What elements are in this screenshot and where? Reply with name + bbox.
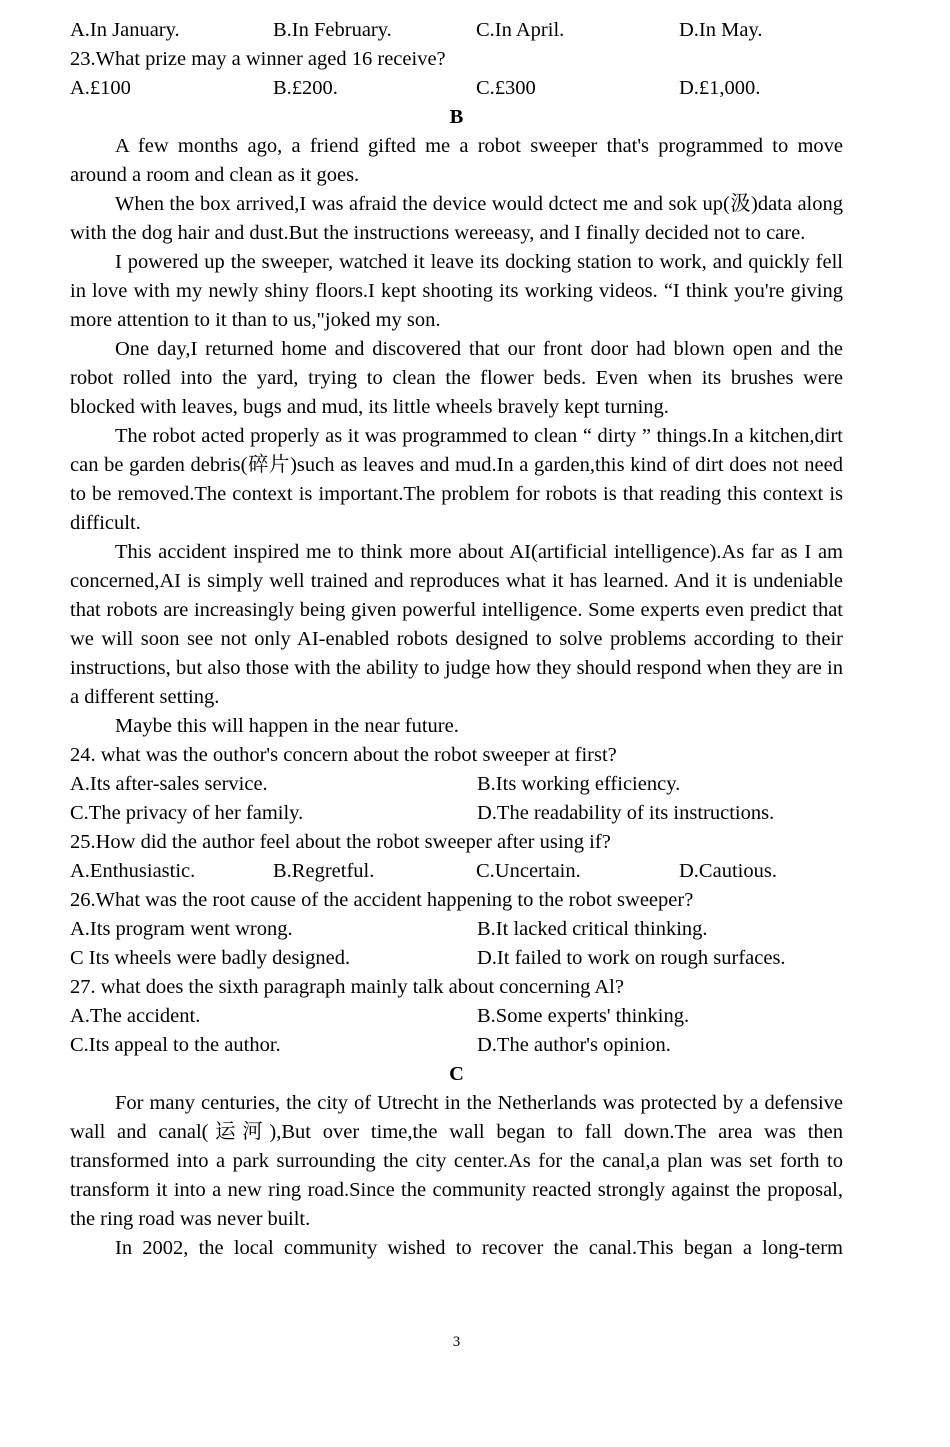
q27-question: 27. what does the sixth paragraph mainly talk about concerning Al? [70,976,624,998]
passage-b-paragraph-5: The robot acted properly as it was programmed to clean “ dirty ” things.In a kitchen,dirt can be garden debris(碎片)such as leaves and mud.In a garden,this kind of dirt does not need to be removed.The context is important.The problem for robots is that reading this context is difficult. [70,425,843,534]
exam-page [70,16,843,1263]
q27-option-c: C.Its appeal to the author. [70,1034,281,1056]
q26-question: 26.What was the root cause of the accident happening to the robot sweeper? [70,889,694,911]
passage-b-paragraph-1: A few months ago, a friend gifted me a robot sweeper that's programmed to move around a room and clean as it goes. [70,135,843,186]
q23-question: 23.What prize may a winner aged 16 receive? [70,48,446,70]
section-b-heading: B [449,106,464,128]
page-number: 3 [452,1334,461,1350]
q23-options [70,74,843,103]
passage-b-paragraph-4: One day,I returned home and discovered that our front door had blown open and the robot rolled into the yard, trying to clean the flower beds. Even when its brushes were blocked with leaves, bugs and mud, its little wheels bravely kept turning. [70,338,843,418]
q23-option-c: C.£300 [476,77,536,99]
passage-b-paragraph-2: When the box arrived,I was afraid the device would dctect me and sok up(汲)data along with the dog hair and dust.But the instructions wereeasy, and I finally decided not to care. [70,193,843,244]
passage-b-paragraph-3: I powered up the sweeper, watched it leave its docking station to work, and quickly fell in love with my newly shiny floors.I kept shooting its working videos. “I think you're giving more attention to it than to us,"joked my son. [70,251,843,331]
q22-option-b: B.In February. [273,19,392,41]
q24-question: 24. what was the outhor's concern about the robot sweeper at first? [70,744,617,766]
q25-option-c: C.Uncertain. [476,860,581,882]
section-c-heading: C [449,1063,464,1085]
q23-option-d: D.£1,000. [679,77,761,99]
q26-option-b: B.It lacked critical thinking. [477,918,708,940]
q26-option-a: A.Its program went wrong. [70,918,293,940]
q26-options-row-1 [70,915,843,944]
q25-option-d: D.Cautious. [679,860,777,882]
q22-option-d: D.In May. [679,19,763,41]
q26-options-row-2 [70,944,843,973]
q22-option-a: A.In January. [70,19,180,41]
q27-options-row-2 [70,1031,843,1060]
passage-c-paragraph-2: In 2002, the local community wished to recover the canal.This began a long-term [115,1237,843,1259]
q24-option-d: D.The readability of its instructions. [477,802,775,824]
passage-b-paragraph-7: Maybe this will happen in the near future. [115,715,459,737]
q27-option-d: D.The author's opinion. [477,1034,671,1056]
q25-options [70,857,843,886]
q27-option-a: A.The accident. [70,1005,201,1027]
q23-option-b: B.£200. [273,77,338,99]
q25-option-a: A.Enthusiastic. [70,860,196,882]
passage-b-paragraph-6: This accident inspired me to think more about AI(artificial intelligence).As far as I am concerned,AI is simply well trained and reproduces what it has learned. And it is undeniable that robots are increasingly being given powerful intelligence. Some experts even predict that we will soon see not only AI-enabled robots designed to solve problems according to their instructions, but also those with the ability to judge how they should respond when they are in a different setting. [70,541,843,708]
q27-options-row-1 [70,1002,843,1031]
q25-question: 25.How did the author feel about the robot sweeper after using if? [70,831,611,853]
q27-option-b: B.Some experts' thinking. [477,1005,690,1027]
q24-options-row-1 [70,770,843,799]
passage-c-paragraph-1: For many centuries, the city of Utrecht in the Netherlands was protected by a defensive wall and canal(运河),But over time,the wall began to fall down.The area was then transformed into a park surrounding the city center.As for the canal,a plan was set forth to transform it into a new ring road.Since the community reacted strongly against the proposal, the ring road was never built. [70,1092,843,1230]
q26-option-c: C Its wheels were badly designed. [70,947,351,969]
q24-option-b: B.Its working efficiency. [477,773,681,795]
q26-option-d: D.It failed to work on rough surfaces. [477,947,786,969]
q25-option-b: B.Regretful. [273,860,375,882]
q22-options [70,16,843,45]
q23-option-a: A.£100 [70,77,131,99]
q22-option-c: C.In April. [476,19,565,41]
q24-option-a: A.Its after-sales service. [70,773,268,795]
q24-options-row-2 [70,799,843,828]
q24-option-c: C.The privacy of her family. [70,802,304,824]
